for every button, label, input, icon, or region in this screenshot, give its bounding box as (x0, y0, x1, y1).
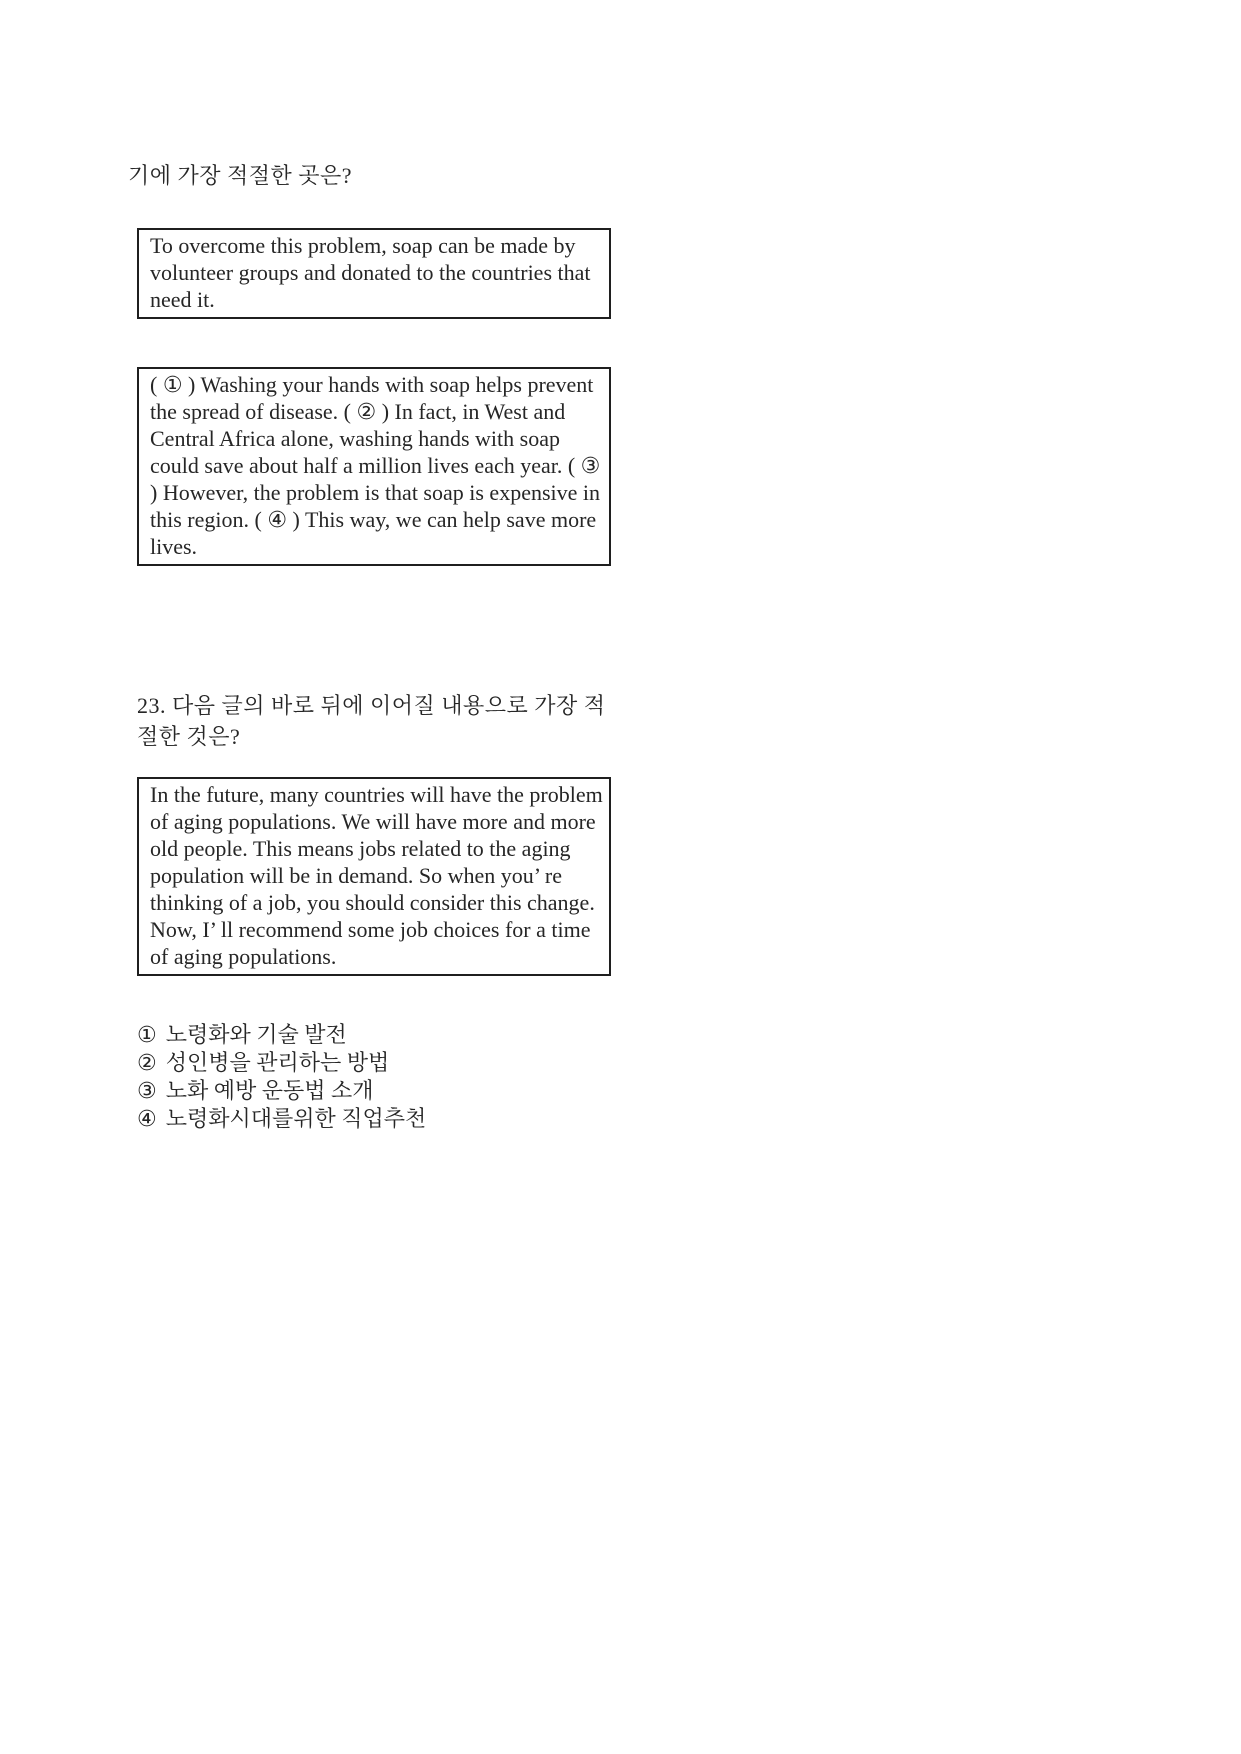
choice-3-marker-icon: ③ (137, 1078, 157, 1103)
choice-option-4 (137, 1105, 426, 1133)
question23-prompt: 23. 다음 글의 바로 뒤에 이어질 내용으로 가장 적절한 것은? (137, 693, 606, 749)
question22-prompt-tail: 기에 가장 적절한 곳은? (128, 163, 353, 188)
question22-passage-text: ( ① ) Washing your hands with soap helps prevent the spread of disease. ( ② ) In fact, in West and Central Africa alone, washing hands with soap could save about half a million lives each year. ( ③ ) However, the problem is that soap is expensive in this region. ( ④ ) This way, we can help save more lives. (150, 372, 601, 559)
question22-passage-box (137, 367, 611, 566)
choice-option-3 (137, 1077, 426, 1105)
choice-option-1 (137, 1021, 426, 1049)
question23-choices (137, 1021, 426, 1133)
choice-4-marker-icon: ④ (137, 1106, 157, 1131)
choice-option-2 (137, 1049, 426, 1077)
choice-1-marker-icon: ① (137, 1022, 157, 1047)
question23-passage-text: In the future, many countries will have the problem of aging populations. We will have more and more old people. This means jobs related to the aging population will be in demand. So when you’ re thinking of a job, you should consider this change. Now, I’ ll recommend some job choices for a time of aging populations. (150, 782, 603, 969)
choice-2-marker-icon: ② (137, 1050, 157, 1075)
question23-passage-box (137, 777, 611, 976)
choice-1-label: 노령화와 기술 발전 (165, 1022, 347, 1047)
question22-insert-sentence-text: To overcome this problem, soap can be made by volunteer groups and donated to the countries that need it. (150, 233, 591, 312)
question22-insert-sentence-box (137, 228, 611, 319)
choice-2-label: 성인병을 관리하는 방법 (165, 1050, 390, 1075)
choice-4-label: 노령화시대를위한 직업추천 (165, 1106, 427, 1131)
choice-3-label: 노화 예방 운동법 소개 (165, 1078, 374, 1103)
